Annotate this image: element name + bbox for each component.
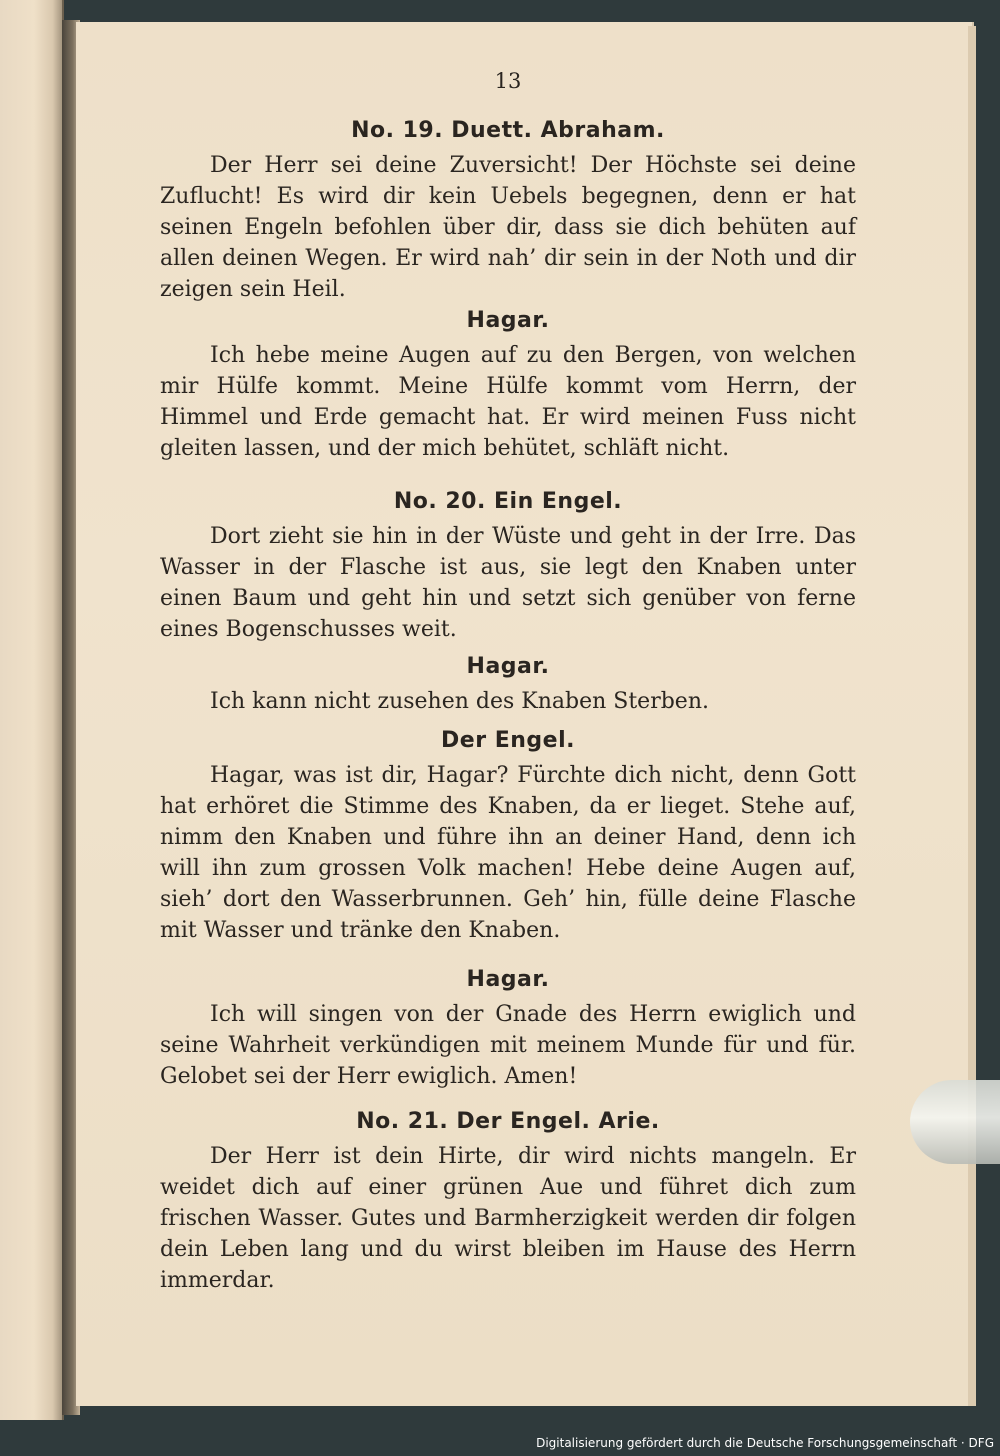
section-hagar-2 xyxy=(160,651,856,717)
section-heading: No. 20. Ein Engel. xyxy=(393,489,623,514)
section-heading: Hagar. xyxy=(466,654,550,679)
digitization-credit: Digitalisierung gefördert durch die Deutsche Forschungsgemeinschaft · DFG xyxy=(536,1436,994,1450)
section-hagar-1 xyxy=(160,305,856,464)
section-text: Ich kann nicht zusehen des Knaben Sterben. xyxy=(210,689,709,714)
page-number: 13 xyxy=(494,69,522,93)
section-text: Ich will singen von der Gnade des Herrn ewiglich und seine Wahrheit verkündigen mit meinem Munde für und für. Gelobet sei der Herr ewiglich. Amen! xyxy=(160,1002,856,1089)
section-no-20 xyxy=(160,486,856,645)
section-text: Hagar, was ist dir, Hagar? Fürchte dich nicht, denn Gott hat erhöret die Stimme des Knaben, da er lieget. Stehe auf, nimm den Knaben und führe ihn an deiner Hand, denn ich will ihn zum grossen Volk machen! Hebe deine Augen auf, sieh’ dort den Wasserbrunnen. Geh’ hin, fülle deine Flasche mit Wasser und tränke den Knaben. xyxy=(160,763,856,943)
section-heading: No. 19. Duett. Abraham. xyxy=(351,118,665,143)
section-heading: Der Engel. xyxy=(441,728,575,753)
section-no-21 xyxy=(160,1106,856,1296)
scanner-clip xyxy=(910,1080,1000,1164)
section-heading: Hagar. xyxy=(466,308,550,333)
section-text: Der Herr sei deine Zuversicht! Der Höchste sei deine Zuflucht! Es wird dir kein Uebels begegnen, denn er hat seinen Engeln befohlen über dir, dass sie dich behüten auf allen deinen Wegen. Er wird nah’ dir sein in der Noth und dir zeigen sein Heil. xyxy=(160,153,856,302)
section-hagar-3 xyxy=(160,964,856,1092)
page-edge xyxy=(968,26,976,1406)
section-no-19 xyxy=(160,115,856,305)
section-text: Ich hebe meine Augen auf zu den Bergen, von welchen mir Hülfe kommt. Meine Hülfe kommt vom Herrn, der Himmel und Erde gemacht hat. Er wird meinen Fuss nicht gleiten lassen, und der mich behütet, schläft nicht. xyxy=(160,343,856,461)
section-text: Dort zieht sie hin in der Wüste und geht in der Irre. Das Wasser in der Flasche ist aus, sie legt den Knaben unter einen Baum und geht hin und setzt sich genüber von ferne eines Bogenschusses weit. xyxy=(160,524,856,642)
section-text: Der Herr ist dein Hirte, dir wird nichts mangeln. Er weidet dich auf einer grünen Aue und führet dich zum frischen Wasser. Gutes und Barmherzigkeit werden dir folgen dein Leben lang und du wirst bleiben im Hause des Herrn immerdar. xyxy=(160,1144,856,1293)
section-heading: No. 21. Der Engel. Arie. xyxy=(356,1109,660,1134)
page-text xyxy=(160,66,856,1296)
section-heading: Hagar. xyxy=(466,967,550,992)
section-der-engel xyxy=(160,725,856,946)
facing-page-edge xyxy=(0,0,64,1420)
